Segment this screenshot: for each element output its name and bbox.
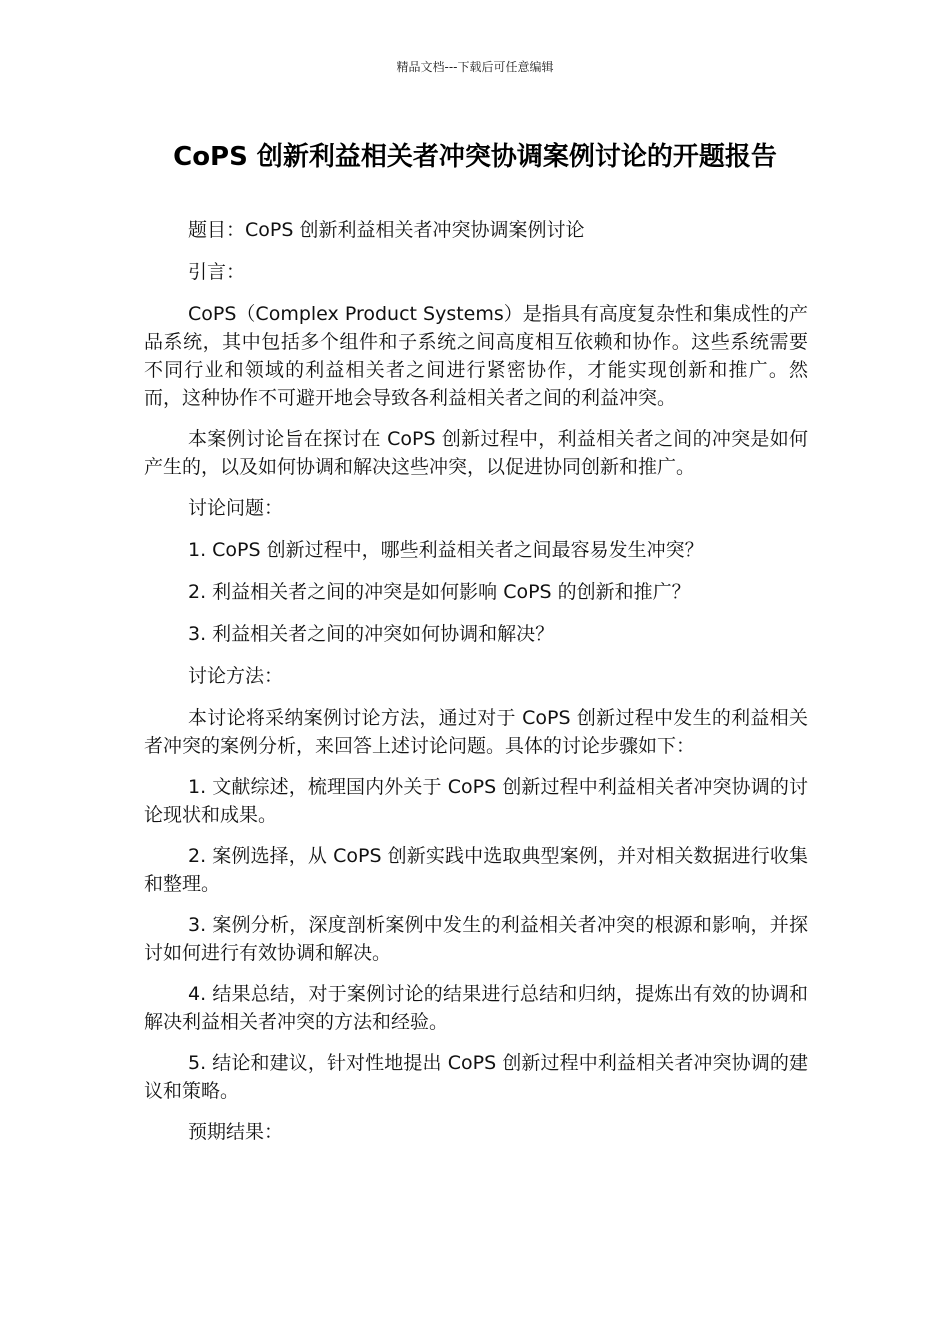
document-body	[144, 216, 808, 1160]
step-item-5: 5. 结论和建议，针对性地提出 CoPS 创新过程中利益相关者冲突协调的建议和策略。	[144, 1052, 808, 1102]
question-item-3: 3. 利益相关者之间的冲突如何协调和解决？	[188, 623, 555, 645]
questions-heading: 讨论问题：	[188, 497, 284, 519]
step-item-3: 3. 案例分析，深度剖析案例中发生的利益相关者冲突的根源和影响，并探讨如何进行有效协调和解决。	[144, 914, 808, 964]
intro-heading: 引言：	[188, 261, 246, 283]
expected-results-heading: 预期结果：	[188, 1121, 284, 1143]
method-paragraph: 本讨论将采纳案例讨论方法，通过对于 CoPS 创新过程中发生的利益相关者冲突的案例分析，来回答上述讨论问题。具体的讨论步骤如下：	[144, 707, 808, 757]
topic-line: 题目：CoPS 创新利益相关者冲突协调案例讨论	[188, 219, 585, 241]
question-item-1: 1. CoPS 创新过程中，哪些利益相关者之间最容易发生冲突？	[188, 539, 704, 561]
step-item-1: 1. 文献综述，梳理国内外关于 CoPS 创新过程中利益相关者冲突协调的讨论现状和成果。	[144, 776, 808, 826]
step-item-4: 4. 结果总结，对于案例讨论的结果进行总结和归纳，提炼出有效的协调和解决利益相关者冲突的方法和经验。	[144, 983, 808, 1033]
question-item-2: 2. 利益相关者之间的冲突是如何影响 CoPS 的创新和推广？	[188, 581, 691, 603]
document-title: CoPS 创新利益相关者冲突协调案例讨论的开题报告	[173, 142, 777, 172]
step-item-2: 2. 案例选择，从 CoPS 创新实践中选取典型案例，并对相关数据进行收集和整理。	[144, 845, 808, 895]
header-note: 精品文档---下载后可任意编辑	[396, 60, 554, 74]
method-heading: 讨论方法：	[188, 665, 284, 687]
purpose-paragraph: 本案例讨论旨在探讨在 CoPS 创新过程中，利益相关者之间的冲突是如何产生的，以及如何协调和解决这些冲突，以促进协同创新和推广。	[144, 428, 808, 478]
intro-paragraph: CoPS（Complex Product Systems）是指具有高度复杂性和集成性的产品系统，其中包括多个组件和子系统之间高度相互依赖和协作。这些系统需要不同行业和领域的利益相关者之间进行紧密协作，才能实现创新和推广。然而，这种协作不可避开地会导致各利益相关者之间的利益冲突。	[144, 303, 808, 409]
